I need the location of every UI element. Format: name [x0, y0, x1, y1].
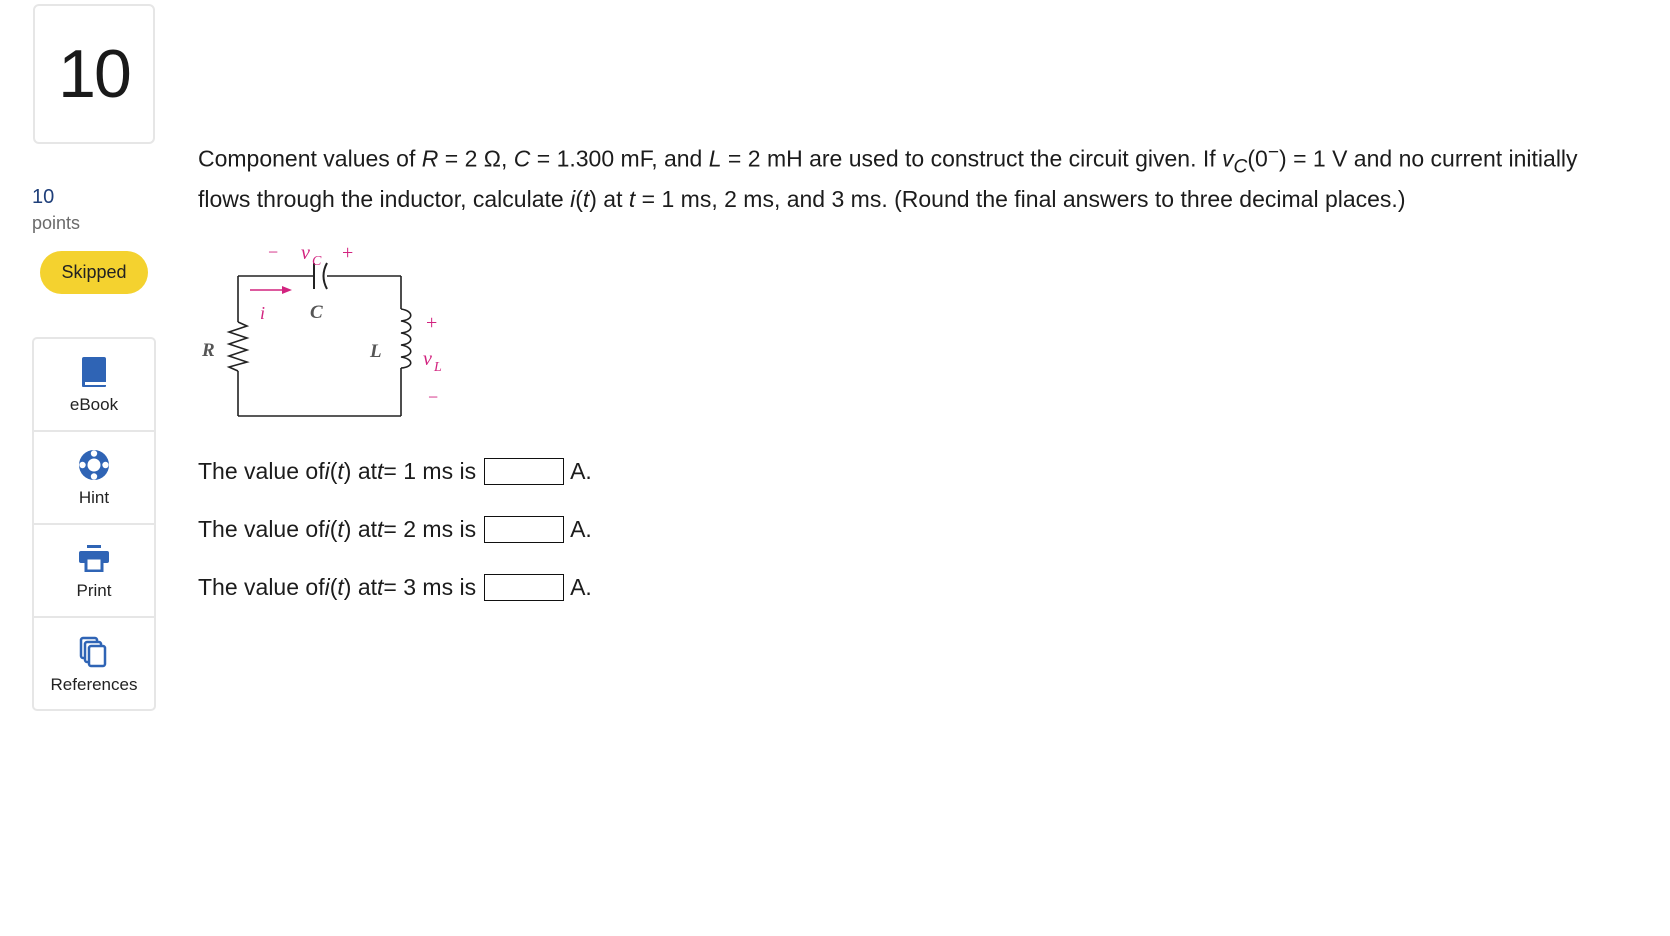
ebook-button[interactable]	[34, 339, 154, 432]
vc-label: v	[301, 242, 310, 264]
answer-input-3[interactable]	[484, 574, 564, 601]
capacitor-label: C	[310, 302, 323, 323]
print-button[interactable]	[34, 525, 154, 618]
ebook-label: eBook	[69, 394, 119, 414]
question-number-box	[33, 4, 155, 144]
unit-label-3: A.	[570, 574, 592, 600]
circuit-diagram	[196, 226, 456, 431]
answer-input-2[interactable]	[484, 516, 564, 543]
lifebuoy-icon	[78, 448, 110, 482]
question-text: Component values of R = 2 Ω, C = 1.300 mF, and L = 2 mH are used to construct the circuit given. If $v_C(0^-) = 1$ V and no current initially flows through the inductor, calculate i(t) at t = 1 ms, 2 ms, and 3 ms. (Round the final answers to three decimal places.)	[198, 142, 1578, 213]
inductor-label: L	[370, 341, 382, 362]
question-number: 10	[58, 36, 130, 112]
unit-label-2: A.	[570, 516, 592, 542]
vl-minus: −	[428, 387, 439, 407]
book-icon	[78, 355, 110, 389]
answer-row-3: The value of i ( t ) at t = 3 ms is A.	[198, 574, 592, 600]
vl-sub: L	[434, 360, 442, 375]
tool-panel	[32, 337, 156, 711]
vl-plus: +	[426, 312, 438, 334]
resistor-label: R	[202, 340, 215, 361]
answer-row-2: The value of i ( t ) at t = 2 ms is A.	[198, 516, 592, 542]
references-button[interactable]	[34, 618, 154, 711]
status-badge: Skipped	[40, 251, 148, 294]
copy-icon	[78, 635, 110, 669]
points-label: points	[32, 213, 81, 233]
answer-row-1: The value of i ( t ) at t = 1 ms is A.	[198, 458, 592, 484]
vc-sub: C	[312, 254, 322, 269]
inductor-symbol	[401, 309, 411, 368]
unit-label-1: A.	[570, 458, 592, 484]
points-value: 10	[32, 186, 55, 208]
vc-plus: +	[342, 242, 354, 264]
printer-icon	[78, 541, 110, 575]
vl-label: v	[423, 348, 432, 370]
current-arrow	[282, 286, 292, 294]
answer-input-1[interactable]	[484, 458, 564, 485]
references-label: References	[50, 674, 138, 694]
hint-label: Hint	[78, 487, 110, 507]
vc-minus: −	[268, 242, 279, 262]
hint-button[interactable]	[34, 432, 154, 525]
current-label: i	[260, 303, 266, 323]
print-label: Print	[76, 580, 112, 600]
resistor-symbol	[229, 322, 247, 371]
